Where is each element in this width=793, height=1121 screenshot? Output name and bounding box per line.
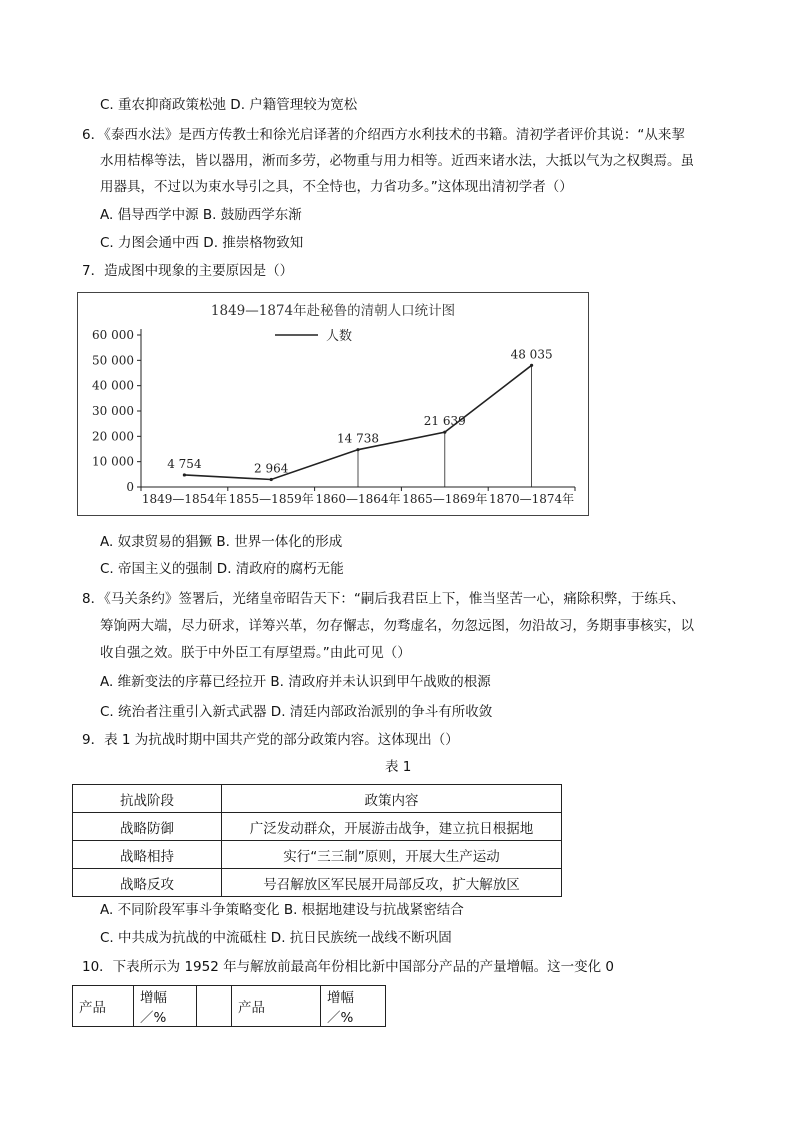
table-header-cell: 增幅／%: [134, 986, 197, 1027]
table-row: [73, 841, 562, 869]
q6-options-ab: A. 倡导西学中源 B. 鼓励西学东渐: [100, 207, 302, 223]
table-header-cell: 产品: [73, 986, 134, 1027]
x-tick-label: 1870—1874年: [489, 492, 575, 506]
q8-options-ab: A. 维新变法的序幕已经拉开 B. 清政府并未认识到甲午战败的根源: [100, 674, 491, 690]
y-tick-label: 40 000: [92, 378, 134, 393]
table-cell: 广泛发动群众，开展游击战争，建立抗日根据地: [222, 813, 562, 841]
q5-options-cd: C. 重农抑商政策松弛 D. 户籍管理较为宽松: [100, 97, 358, 113]
chart-canvas: [78, 293, 588, 515]
y-tick-label: 30 000: [92, 404, 134, 418]
data-label: 14 738: [337, 431, 379, 446]
x-tick-label: 1860—1864年: [315, 492, 401, 506]
table-header-cell: [197, 986, 232, 1027]
data-point: [270, 478, 273, 481]
q9-options-cd: C. 中共成为抗战的中流砥柱 D. 抗日民族统一战线不断巩固: [100, 930, 452, 946]
x-tick-label: 1865—1869年: [402, 492, 488, 506]
table-cell: 战略反攻: [73, 869, 222, 897]
y-tick-label: 20 000: [92, 429, 134, 444]
table-cell: 战略防御: [73, 813, 222, 841]
q7-options-cd: C. 帝国主义的强制 D. 清政府的腐朽无能: [100, 561, 344, 577]
table-1-caption: 表 1: [385, 759, 412, 775]
table-header-cell: 产品: [232, 986, 321, 1027]
table-header-cell: 增幅／%: [321, 986, 386, 1027]
q6-stem-line-3: 用器具，不过以为束水导引之具，不全恃也，力省功多。”这体现出清初学者（）: [100, 179, 573, 195]
x-tick-label: 1849—1854年: [141, 492, 227, 506]
table-cell: 实行“三三制”原则，开展大生产运动: [222, 841, 562, 869]
data-label: 2 964: [254, 461, 289, 476]
y-tick-label: 0: [126, 480, 134, 494]
y-tick-label: 60 000: [92, 328, 134, 342]
table-row: [73, 869, 562, 897]
q8-stem-line-1: 8．《马关条约》签署后，光绪皇帝昭告天下：“嗣后我君臣上下，惟当坚苦一心，痛除积弊，于练兵、: [82, 591, 685, 607]
q7-options-ab: A. 奴隶贸易的猖獗 B. 世界一体化的形成: [100, 534, 343, 550]
chart-title: 1849—1874年赴秘鲁的清朝人口统计图: [210, 303, 456, 319]
y-tick-label: 10 000: [92, 454, 134, 469]
table-cell: 战略相持: [73, 841, 222, 869]
data-point: [183, 473, 186, 476]
legend-label: 人数: [326, 329, 353, 344]
data-label: 21 639: [423, 414, 466, 429]
population-chart: [77, 292, 589, 516]
x-tick-label: 1855—1859年: [228, 492, 314, 506]
data-label: 4 754: [167, 456, 202, 471]
data-label: 48 035: [510, 347, 553, 362]
production-table: [72, 985, 386, 1027]
q6-options-cd: C. 力图会通中西 D. 推崇格物致知: [100, 235, 304, 251]
q6-stem-line-2: 水用桔槔等法，皆以器用，淅而多劳，必物重与用力相等。近西来诸水法，大抵以气为之权舆焉。虽: [100, 153, 694, 169]
q6-stem-line-1: 6．《泰西水法》是西方传教士和徐光启译著的介绍西方水利技术的书籍。清初学者评价其说：“从来挈: [82, 127, 685, 143]
data-point: [356, 448, 359, 451]
table-cell: 号召解放区军民展开局部反攻，扩大解放区: [222, 869, 562, 897]
policy-table: [72, 784, 562, 897]
q8-stem-line-2: 筹饷两大端，尽力研求，详筹兴革，勿存懈志，勿骛虚名，勿忽远图，勿沿故习，务期事事核实，以: [100, 618, 694, 634]
table-row: [73, 813, 562, 841]
table-header-cell: 抗战阶段: [73, 785, 222, 813]
q8-stem-line-3: 收自强之效。朕于中外臣工有厚望焉。”由此可见（）: [100, 645, 411, 661]
q9-options-ab: A. 不同阶段军事斗争策略变化 B. 根据地建设与抗战紧密结合: [100, 902, 464, 918]
q10-stem: 10．下表所示为 1952 年与解放前最高年份相比新中国部分产品的产量增幅。这一变化 0: [82, 959, 614, 975]
q7-stem: 7．造成图中现象的主要原因是（）: [82, 263, 294, 279]
y-tick-label: 50 000: [92, 353, 134, 368]
table-header-cell: 政策内容: [222, 785, 562, 813]
q8-options-cd: C. 统治者注重引入新式武器 D. 清廷内部政治派别的争斗有所收敛: [100, 704, 493, 720]
table-header-row: [73, 785, 562, 813]
data-point: [443, 431, 446, 434]
table-header-row: [73, 986, 386, 1027]
data-point: [530, 364, 533, 367]
q9-stem: 9．表 1 为抗战时期中国共产党的部分政策内容。这体现出（）: [82, 732, 459, 748]
